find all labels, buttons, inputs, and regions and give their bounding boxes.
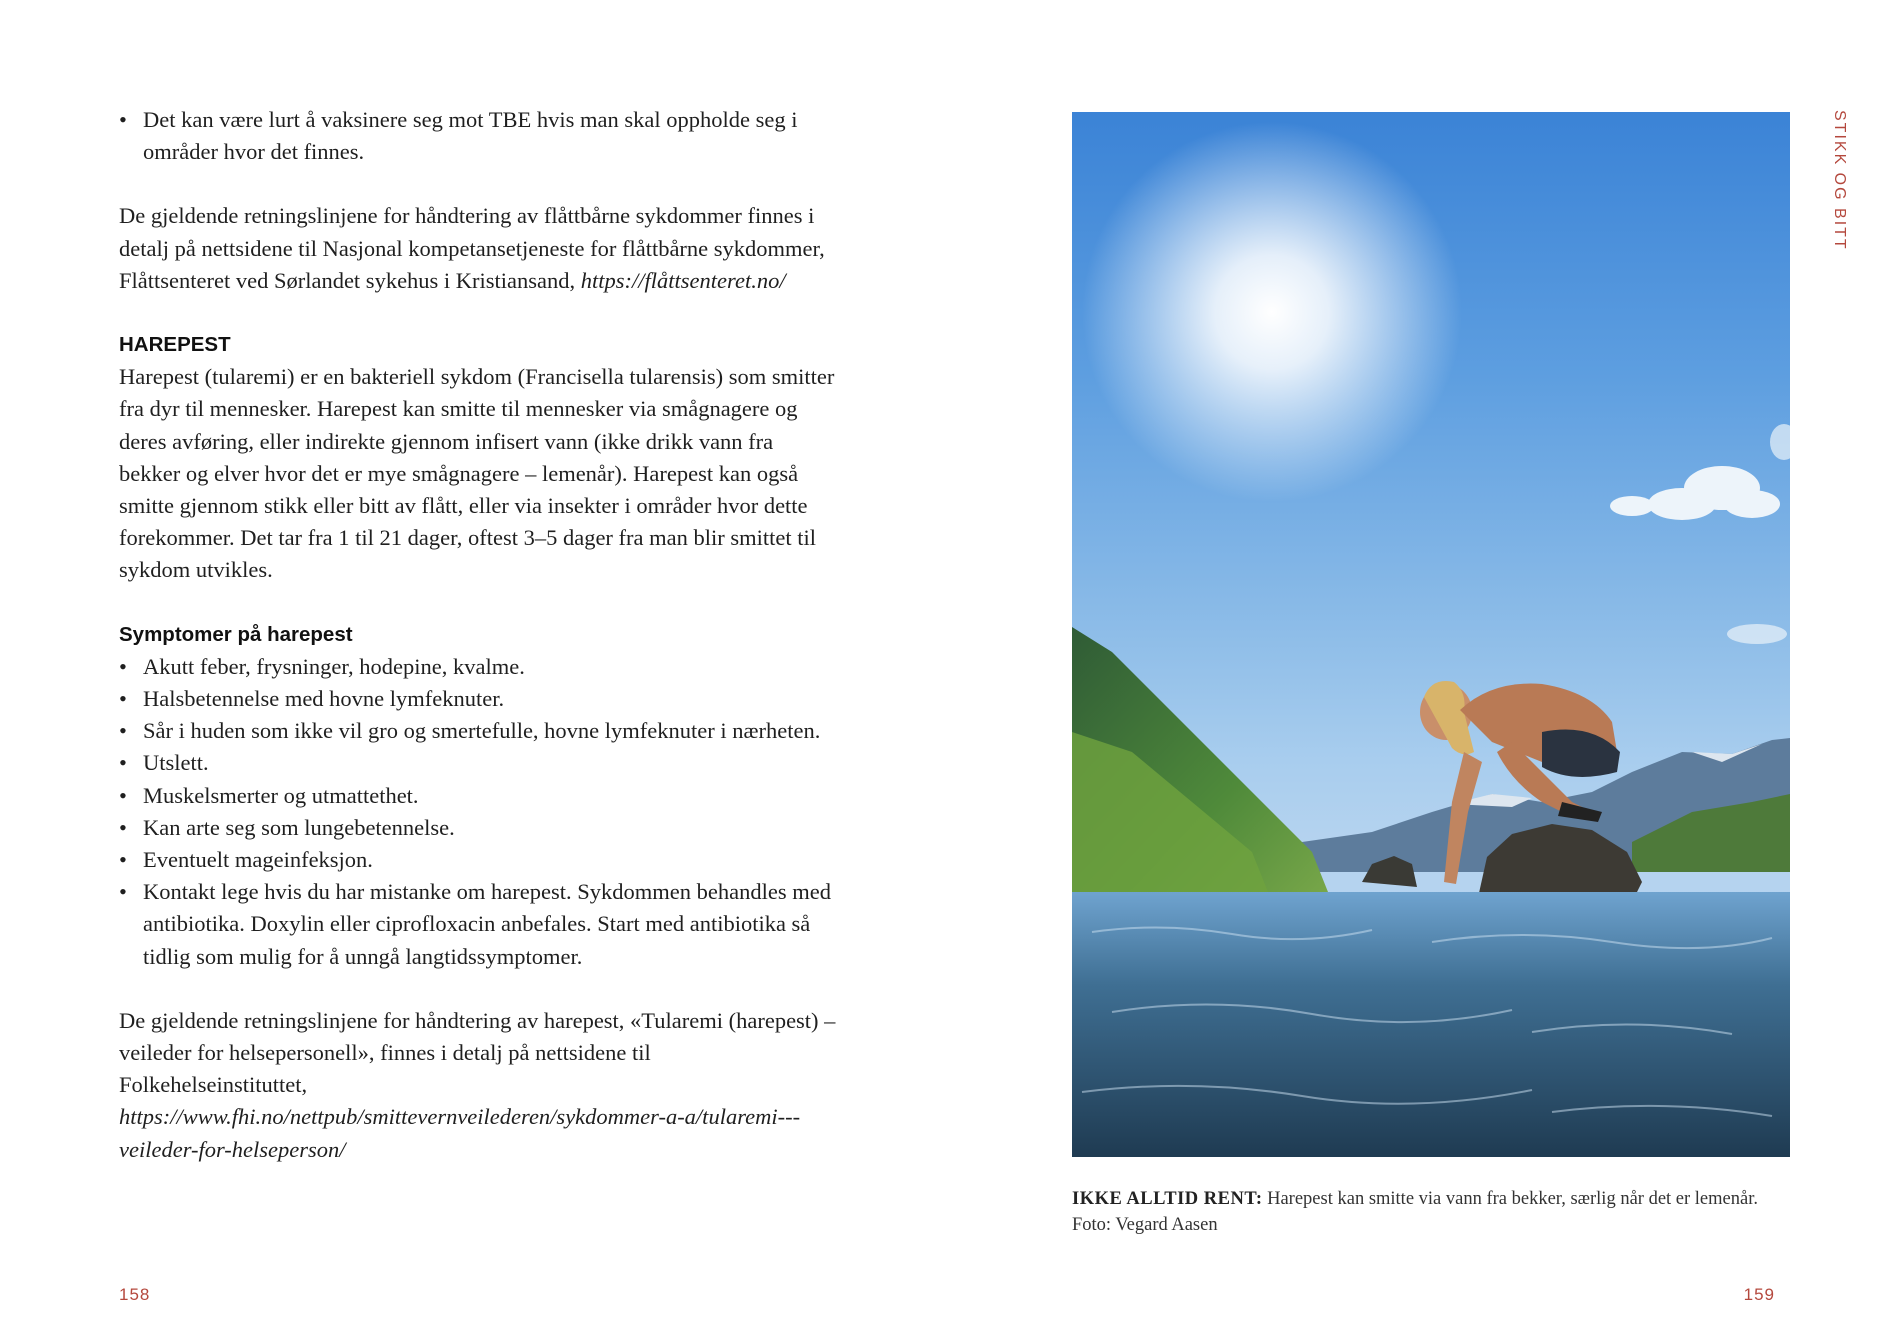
caption-line xyxy=(1072,1186,1802,1212)
water xyxy=(1072,892,1790,1157)
list-item: • Kontakt lege hvis du har mistanke om harepest. Sykdommen behandles med antibiotika. Doxylin eller ciprofloxacin anbefales. Start med antibiotika så tidlig som mulig for å unngå langtidssymptomer. xyxy=(119,876,837,973)
flatt-paragraph xyxy=(119,200,837,297)
symptoms-heading: Symptomer på harepest xyxy=(119,622,353,646)
list-item: • Akutt feber, frysninger, hodepine, kvalme. xyxy=(119,651,837,683)
text-column xyxy=(119,104,837,1166)
photo-caption xyxy=(1072,1186,1802,1238)
harepest-heading: HAREPEST xyxy=(119,333,231,357)
photo-illustration xyxy=(1072,112,1790,1157)
guideline-paragraph xyxy=(119,1005,837,1166)
paragraph-text: De gjeldende retningslinjene for håndtering av flåttbårne sykdommer finnes i detalj på nettsidene til Nasjonal kompetansetjeneste for flåttbårne sykdommer, Flåttsenteret ved Sørlandet sykehus i Kristiansand, xyxy=(119,203,825,293)
intro-bullet-list xyxy=(119,104,837,168)
photo-credit: Foto: Vegard Aasen xyxy=(1072,1215,1218,1235)
cloud xyxy=(1727,424,1790,644)
list-item: • Utslett. xyxy=(119,747,837,779)
photo-woman-at-stream xyxy=(1072,112,1790,1157)
sun xyxy=(1082,122,1462,502)
caption-text: Harepest kan smitte via vann fra bekker, særlig når det er lemenår. xyxy=(1262,1189,1758,1209)
list-item: • Muskelsmerter og utmattethet. xyxy=(119,780,837,812)
harepest-paragraph: Harepest (tularemi) er en bakteriell sykdom (Francisella tularensis) som smitter fra dyr til mennesker. Harepest kan smitte til mennesker via smågnagere og deres avføring, eller indirekte gjennom infisert vann (ikke drikk vann fra bekker og elver hvor det er mye smågnagere – lemenår). Harepest kan også smitte gjennom stikk eller bitt av flått, eller via insekter i områder hvor dette forekommer. Det tar fra 1 til 21 dager, oftest 3–5 dager fra man blir smittet til sykdom utvikles. xyxy=(119,364,835,583)
list-item: • Eventuelt mageinfeksjon. xyxy=(119,844,837,876)
page-number-left: 158 xyxy=(119,1285,151,1304)
list-item: • Halsbetennelse med hovne lymfeknuter. xyxy=(119,683,837,715)
list-item: • Det kan være lurt å vaksinere seg mot TBE hvis man skal oppholde seg i områder hvor det finnes. xyxy=(119,104,837,168)
cloud xyxy=(1610,466,1780,520)
symptoms-list xyxy=(119,651,837,973)
list-item: • Sår i huden som ikke vil gro og smertefulle, hovne lymfeknuter i nærheten. xyxy=(119,715,837,747)
paragraph-text: De gjeldende retningslinjene for håndtering av harepest, «Tularemi (harepest) – veileder for helsepersonell», finnes i detalj på nettsidene til Folkehelseinstituttet, xyxy=(119,1007,836,1098)
running-head: STIKK OG BITT xyxy=(1831,110,1848,251)
list-item: • Kan arte seg som lungebetennelse. xyxy=(119,812,837,844)
caption-lead: IKKE ALLTID RENT: xyxy=(1072,1189,1263,1209)
flattsenteret-link[interactable]: https://flåttsenteret.no/ xyxy=(580,267,786,293)
fhi-link[interactable]: https://www.fhi.no/nettpub/smittevernveilederen/sykdommer-a-a/tularemi---veileder-for-helseperson/ xyxy=(119,1104,801,1162)
page-number-right: 159 xyxy=(1743,1285,1775,1304)
